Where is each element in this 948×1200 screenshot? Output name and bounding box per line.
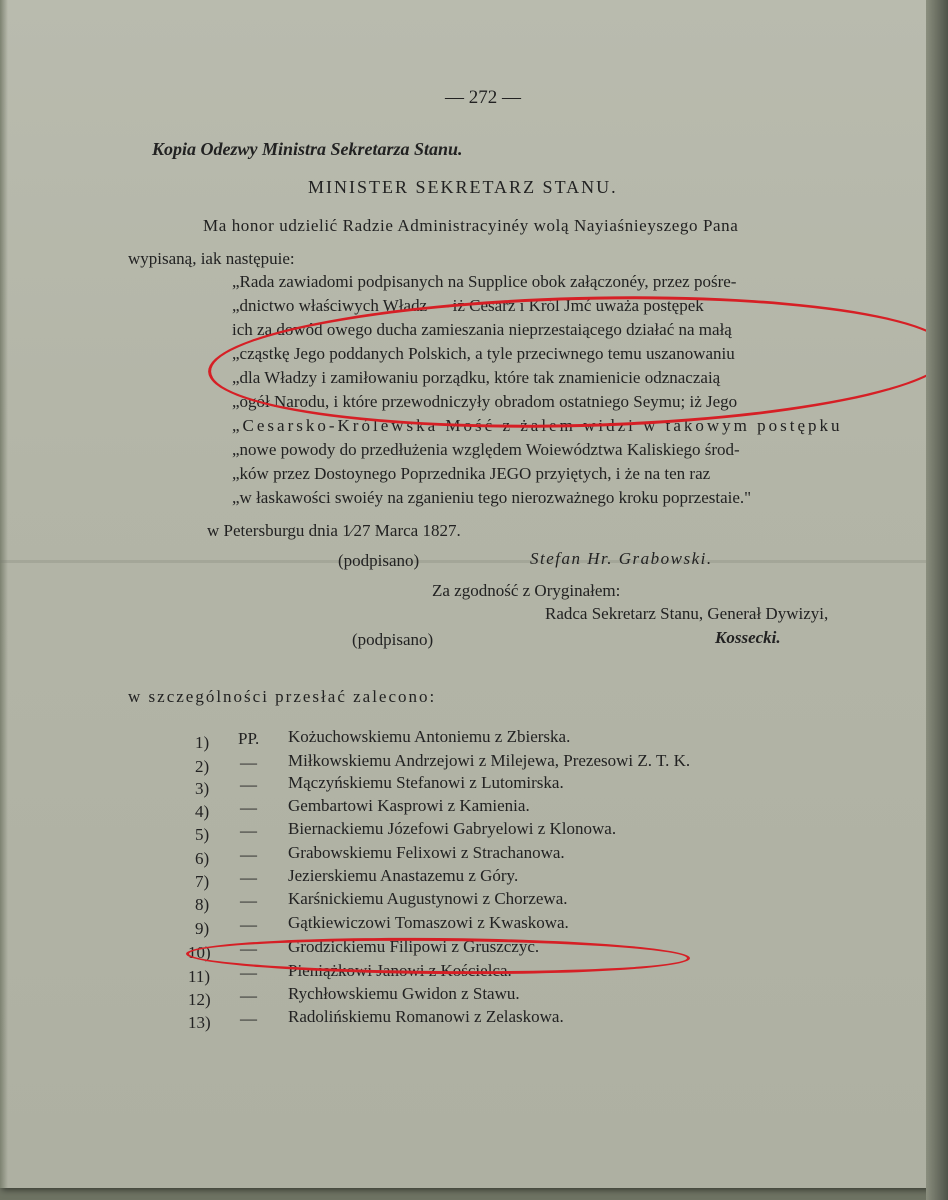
list-item-prefix: —	[240, 821, 257, 840]
list-item-text: Kożuchowskiemu Antoniemu z Zbierska.	[288, 727, 571, 746]
list-item-number: 4)	[195, 802, 210, 821]
list-item-number: 7)	[195, 872, 210, 891]
list-item-number: 6)	[195, 849, 210, 868]
heading-italic: Kopia Odezwy Ministra Sekretarza Stanu.	[152, 139, 463, 159]
list-item-number: 13)	[188, 1013, 211, 1032]
list-item-prefix: —	[240, 775, 257, 794]
list-item-prefix: —	[240, 891, 257, 910]
list-item-prefix: —	[240, 986, 257, 1005]
list-item-text: Mączyńskiemu Stefanowi z Lutomirska.	[288, 773, 564, 792]
quote-line-3: ich za dowód owego ducha zamieszania nieprzestaiącego działać na małą	[232, 320, 732, 339]
list-item-number: 5)	[195, 825, 210, 844]
list-item-number: 1)	[195, 733, 210, 752]
list-item-prefix: —	[240, 939, 257, 958]
list-item-text: Miłkowskiemu Andrzejowi z Milejewa, Prezesowi Z. T. K.	[288, 751, 691, 770]
signer-2-title: Radca Sekretarz Stanu, Generał Dywizyi,	[545, 604, 829, 623]
red-annotation-circle-entry	[186, 936, 690, 976]
signer-1: Stefan Hr. Grabowski.	[530, 549, 713, 568]
date-line: w Petersburgu dnia 1⁄27 Marca 1827.	[207, 521, 461, 540]
list-item-number: 8)	[195, 895, 210, 914]
signed-label-2: (podpisano)	[352, 630, 434, 649]
signed-label-1: (podpisano)	[338, 551, 420, 570]
quote-line-9: „ków przez Dostoynego Poprzednika JEGO przyiętych, i że na ten raz	[232, 464, 711, 483]
list-item-prefix: —	[240, 1009, 257, 1028]
signer-2: Kossecki.	[715, 628, 781, 647]
list-item-number: 11)	[188, 967, 211, 986]
quote-line-10: „w łaskawości swoiéy na zganieniu tego nierozważnego kroku poprzestaie."	[232, 488, 752, 507]
intro-line-2: wypisaną, iak następuie:	[128, 249, 295, 268]
intro-line-1: Ma honor udzielić Radzie Administracyinéy wolą Nayiaśnieyszego Pana	[203, 216, 739, 235]
heading-caps: MINISTER SEKRETARZ STANU.	[308, 177, 618, 197]
quote-line-2: „dnictwo właściwych Władz — iż Cesarz i Król Jmć uważa postępek	[232, 296, 704, 315]
quote-line-8: „nowe powody do przedłużenia względem Woiewództwa Kaliskiego środ-	[232, 440, 740, 459]
list-item-text: Grodzickiemu Filipowi z Gruszczyc.	[288, 937, 540, 956]
list-item-text: Jezierskiemu Anastazemu z Góry.	[288, 866, 519, 885]
list-item-prefix: —	[240, 753, 257, 772]
quote-line-5: „dla Władzy i zamiłowaniu porządku, które tak znamienicie odznaczaią	[232, 368, 721, 387]
list-item-number: 10)	[188, 943, 211, 962]
page-number: — 272 —	[445, 87, 521, 108]
list-item-prefix: PP.	[238, 729, 260, 748]
quote-line-6: „ogół Narodu, i które przewodniczyły obradom ostatniego Seymu; iż Jego	[232, 392, 738, 411]
quote-line-1: „Rada zawiadomi podpisanych na Supplice obok załączonéy, przez pośre-	[232, 272, 737, 291]
list-item-prefix: —	[240, 845, 257, 864]
list-item-prefix: —	[240, 868, 257, 887]
quote-line-4: „cząstkę Jego poddanych Polskich, a tyle przeciwnego temu uszanowaniu	[232, 344, 735, 363]
list-item-text: Biernackiemu Józefowi Gabryelowi z Klonowa.	[288, 819, 617, 838]
list-item-prefix: —	[240, 798, 257, 817]
quote-line-7: „Cesarsko-Królewska Mość z żalem widzi w takowym postępku	[232, 416, 843, 435]
list-item-number: 2)	[195, 757, 210, 776]
recipients-heading: w szczególności przesłać zalecono:	[128, 687, 437, 706]
list-item-text: Radolińskiemu Romanowi z Zelaskowa.	[288, 1007, 564, 1026]
list-item-prefix: —	[240, 963, 257, 982]
list-item-text: Karśnickiemu Augustynowi z Chorzewa.	[288, 889, 568, 908]
list-item-text: Gembartowi Kasprowi z Kamienia.	[288, 796, 530, 815]
list-item-number: 12)	[188, 990, 211, 1009]
page-fold-line	[0, 560, 935, 563]
list-item-prefix: —	[240, 915, 257, 934]
list-item-text: Rychłowskiemu Gwidon z Stawu.	[288, 984, 520, 1003]
list-item-text: Gątkiewiczowi Tomaszowi z Kwaskowa.	[288, 913, 569, 932]
list-item-number: 3)	[195, 779, 210, 798]
list-item-text: Grabowskiemu Felixowi z Strachanowa.	[288, 843, 565, 862]
binding-spine	[926, 0, 948, 1200]
page-edge-shadow	[0, 0, 8, 1188]
list-item-number: 9)	[195, 919, 210, 938]
conformity-line: Za zgodność z Oryginałem:	[432, 581, 621, 600]
list-item-text: Pieniążkowi Janowi z Kościelca.	[288, 961, 512, 980]
